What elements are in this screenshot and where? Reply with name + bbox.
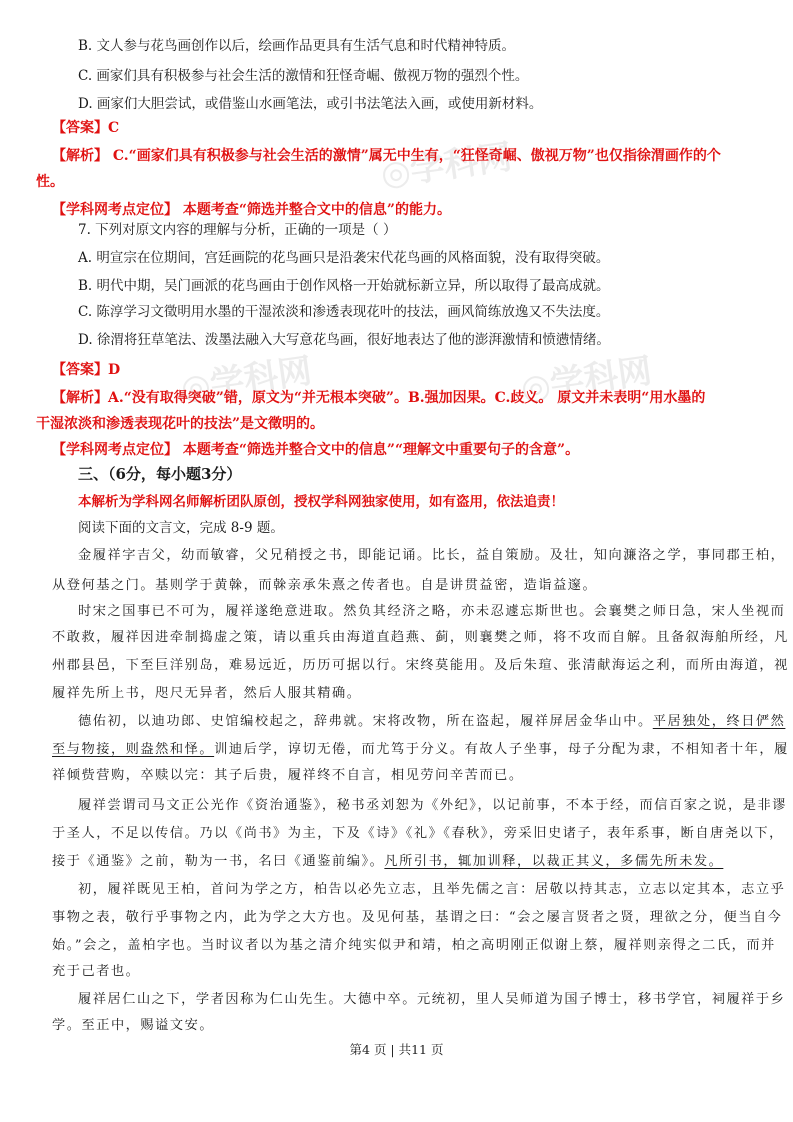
- underlined-sentence: 凡所引书，辄加训释，以裁正其义，多儒先所未发。: [384, 854, 724, 869]
- passage-p3-line1-text: 德佑初，以迪功郎、史馆编校起之，辞弗就。宋将改物，所在盗起，履祥屏居金华山中。: [78, 714, 653, 729]
- passage-p1-line1: 金履祥字吉父，幼而敏睿，父兄稍授之书，即能记诵。比长，益自策励。及壮，知向濂洛之学，事同郡王柏，: [78, 548, 786, 563]
- q7-analysis-cont: 干湿浓淡和渗透表现花叶的技法”是文徵明的。: [36, 416, 325, 432]
- q7-option-a: A. 明宣宗在位期间，宫廷画院的花鸟画只是沿袭宋代花鸟画的风格面貌，没有取得突破。: [78, 250, 610, 266]
- passage-p3-line3: 祥倾赀营购，卒赎以完：其子后贵，履祥终不自言，相见劳问辛苦而已。: [52, 768, 524, 783]
- q6-answer: 【答案】C: [52, 120, 120, 136]
- section-heading: 三、（6分，每小题3分）: [78, 465, 242, 483]
- copyright-notice: 本解析为学科网名师解析团队原创，授权学科网独家使用，如有盗用，依法追责！: [78, 494, 564, 510]
- watermark-logo: ◎学科网: [378, 136, 515, 195]
- q6-option-c: C. 画家们具有积极参与社会生活的激情和狂怪奇崛、傲视万物的强烈个性。: [78, 68, 529, 84]
- page-footer: 第4 页 | 共11 页: [349, 1042, 444, 1057]
- passage-p2-line3: 州郡县邑，下至巨洋别岛，难易远近，历历可据以行。宋终莫能用。及后朱瑄、张清献海运之利，而所由海道，视: [52, 658, 789, 673]
- q6-analysis-cont: 性。: [36, 174, 64, 190]
- watermark-logo: ◎学科网: [518, 350, 655, 409]
- passage-p4-line3-text: 接于《通鉴》之前，勒为一书，名曰《通鉴前编》。: [52, 854, 385, 869]
- passage-p5-line4: 充于己者也。: [52, 964, 141, 979]
- underlined-sentence: 至与物接，则盎然和怿。: [52, 742, 215, 757]
- watermark-logo: ◎学科网: [178, 350, 315, 409]
- q6-option-d: D. 画家们大胆尝试，或借鉴山水画笔法，或引书法笔法入画，或使用新材料。: [78, 96, 543, 112]
- passage-p2-line2: 不敢救，履祥因进牵制捣虚之策，请以重兵由海道直趋燕、蓟，则襄樊之师，将不攻而自解。且备叙海舶所经，凡: [52, 630, 789, 645]
- passage-p4-line1: 履祥尝谓司马文正公光作《资治通鉴》，秘书丞刘恕为《外纪》，以记前事，不本于经，而信百家之说，是非谬: [78, 798, 787, 813]
- q6-point: 【学科网考点定位】 本题考查“筛选并整合文中的信息”的能力。: [52, 202, 451, 218]
- passage-p5-line3: 始。”会之，盖柏字也。当时议者以为基之清介纯实似尹和靖，柏之高明刚正似谢上蔡，履祥则亲得之二氏，而并: [52, 938, 776, 953]
- q7-point: 【学科网考点定位】 本题考查“筛选并整合文中的信息”“理解文中重要句子的含意”。: [52, 442, 580, 458]
- passage-p6-line1: 履祥居仁山之下，学者因称为仁山先生。大德中卒。元统初，里人吴师道为国子博士，移书学官，祠履祥于乡: [78, 992, 786, 1007]
- q7-analysis: 【解析】A.“没有取得突破”错，原文为“并无根本突破”。B.强加因果。C.歧义。 原文并未表明“用水墨的: [52, 390, 706, 406]
- q6-option-b: B. 文人参与花鸟画创作以后，绘画作品更具有生活气息和时代精神特质。: [78, 38, 516, 54]
- passage-p6-line2: 学。至正中，赐谥文安。: [52, 1018, 215, 1033]
- passage-p1-line2: 从登何基之门。基则学于黄榦，而榦亲承朱熹之传者也。自是讲贯益密，造诣益邃。: [52, 578, 598, 593]
- q7-option-b: B. 明代中期，吴门画派的花鸟画由于创作风格一开始就标新立异，所以取得了最高成就。: [78, 278, 610, 294]
- q7-option-c: C. 陈淳学习文徵明用水墨的干湿浓淡和渗透表现花叶的技法，画风简练放逸又不失法度。: [78, 304, 610, 320]
- q7-stem: 7. 下列对原文内容的理解与分析，正确的一项是（ ）: [78, 222, 397, 238]
- passage-p3-line1: [78, 712, 785, 732]
- passage-p3-line2-text: 训迪后学，谆切无倦，而尤笃于分义。有故人子坐事，母子分配为隶，不相知者十年，履: [214, 742, 789, 757]
- passage-p4-line3: [52, 852, 723, 872]
- passage-p3-line2: [52, 740, 789, 760]
- q6-analysis: 【解析】 C.“画家们具有积极参与社会生活的激情”属无中生有，“狂怪奇崛、傲视万物”也仅指徐渭画作的个: [52, 148, 721, 164]
- reading-instruction: 阅读下面的文言文，完成 8-9 题。: [78, 520, 284, 536]
- passage-p5-line2: 事物之表，敬行乎事物之内，此为学之大方也。及见何基，基谓之曰：“会之屡言贤者之贤，理欲之分，便当自今: [52, 910, 783, 925]
- q7-answer: 【答案】D: [52, 362, 121, 378]
- passage-p2-line1: 时宋之国事已不可为，履祥遂绝意进取。然负其经济之略，亦未忍遽忘斯世也。会襄樊之师日急，宋人坐视而: [78, 604, 786, 619]
- passage-p2-line4: 履祥先所上书，咫尺无异者，然后人服其精确。: [52, 686, 362, 701]
- passage-p5-line1: 初，履祥既见王柏，首问为学之方，柏告以必先立志，且举先儒之言：居敬以持其志，立志以定其本，志立乎: [78, 882, 786, 897]
- underlined-sentence: 平居独处，终日俨然: [652, 714, 786, 729]
- q7-option-d: D. 徐渭将狂草笔法、泼墨法融入大写意花鸟画，很好地表达了他的澎湃激情和愤懑情绪。: [78, 332, 610, 348]
- passage-p4-line2: 于圣人，不足以传信。乃以《尚书》为主，下及《诗》《礼》《春秋》，旁采旧史诸子，表年系事，断自唐尧以下，: [52, 826, 784, 841]
